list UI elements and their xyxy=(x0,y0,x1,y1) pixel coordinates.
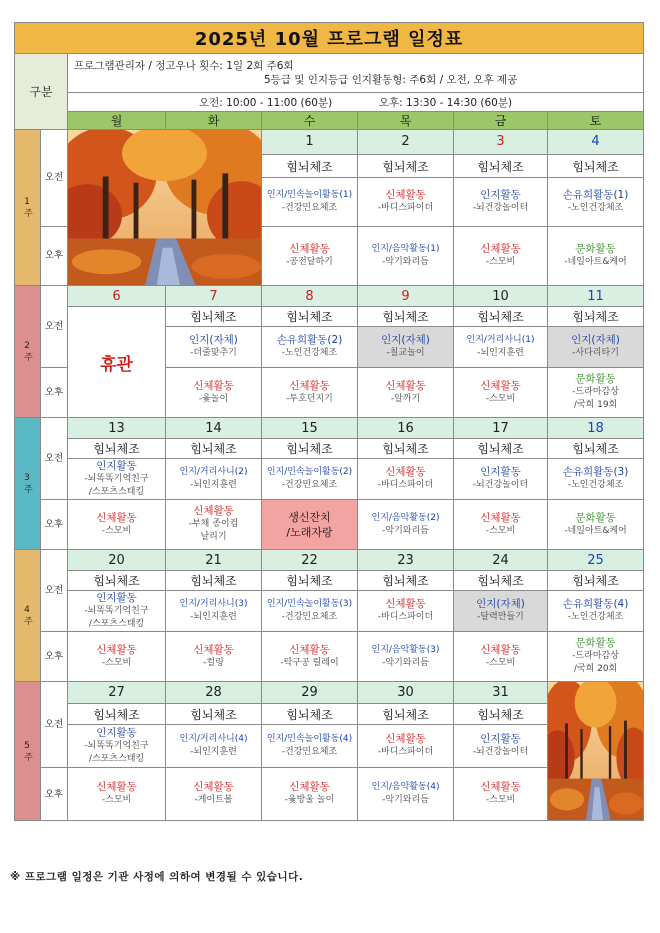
activity-name: 신체활동 xyxy=(480,643,521,656)
pm-activity xyxy=(262,768,358,821)
activity-detail: -악기와리듬 xyxy=(382,657,429,668)
activity-detail: -뇌건강놀이터 xyxy=(472,203,529,214)
activity-name: 문화활동 xyxy=(575,511,616,524)
activity-detail-2: /스포츠스태킹 xyxy=(88,486,145,497)
day-header-mon: 월 xyxy=(68,112,166,130)
activity-name: 인지/음악활동(3) xyxy=(371,644,440,655)
am-activity xyxy=(166,725,262,768)
activity-name: 문화활동 xyxy=(575,242,616,255)
activity-detail: -네일아트&케어 xyxy=(564,525,627,536)
pm-activity xyxy=(358,768,454,821)
activity-name: 인지/음악활동(2) xyxy=(371,512,440,523)
holiday-closed: 휴관 xyxy=(68,307,166,418)
activity-name: 인지활동 xyxy=(96,591,137,604)
am-label: 오전 xyxy=(41,418,68,500)
week-3-label: 3주 xyxy=(15,418,41,550)
am-activity xyxy=(166,459,262,500)
autumn-painting-image xyxy=(548,682,643,820)
activity-detail: -스모비 xyxy=(485,657,516,668)
am-label: 오전 xyxy=(41,130,68,227)
am-activity xyxy=(358,591,454,632)
special-line-2: /노래자랑 xyxy=(286,525,333,539)
am-activity xyxy=(68,459,166,500)
date-cell: 6 xyxy=(68,286,166,307)
activity-detail: -뇌인지훈련 xyxy=(190,612,237,622)
pm-label: 오후 xyxy=(41,632,68,682)
date-cell: 24 xyxy=(454,550,548,571)
drill-cell: 힘뇌체조 xyxy=(262,704,358,725)
week-5-label: 5주 xyxy=(15,682,41,821)
activity-detail: -바디스파이더 xyxy=(377,203,434,214)
activity-name: 인지활동 xyxy=(480,466,521,478)
date-cell: 27 xyxy=(68,682,166,704)
pm-activity xyxy=(262,226,358,285)
am-activity xyxy=(166,591,262,632)
drill-cell: 힘뇌체조 xyxy=(454,704,548,725)
schedule-table xyxy=(14,22,644,821)
am-activity xyxy=(262,178,358,226)
drill-cell: 힘뇌체조 xyxy=(454,307,548,327)
activity-name: 인지/거리사니(3) xyxy=(179,599,248,609)
date-cell: 17 xyxy=(454,418,548,439)
am-activity xyxy=(262,725,358,768)
activity-name: 신체활동 xyxy=(193,505,234,517)
pm-activity xyxy=(166,500,262,550)
drill-cell: 힘뇌체조 xyxy=(262,439,358,459)
info-line-2: 5등급 및 인지등급 인지활동형: 주6회 / 오전, 오후 제공 xyxy=(264,74,518,86)
activity-detail: -건강민요체조 xyxy=(281,747,338,758)
pm-activity xyxy=(358,500,454,550)
am-activity xyxy=(548,459,644,500)
info-line-1: 프로그램관리자 / 정고우나 횟수: 1일 2회 주6회 xyxy=(74,60,294,72)
drill-cell: 힘뇌체조 xyxy=(166,704,262,725)
activity-detail: -노인건강체조 xyxy=(567,612,624,622)
am-activity xyxy=(454,178,548,226)
activity-name: 신체활동 xyxy=(193,379,234,392)
session-times xyxy=(68,93,644,112)
drill-cell: 힘뇌체조 xyxy=(262,307,358,327)
pm-activity xyxy=(454,226,548,285)
pm-activity xyxy=(454,768,548,821)
drill-cell: 힘뇌체조 xyxy=(68,704,166,725)
am-label: 오전 xyxy=(41,550,68,632)
activity-detail: -뇌인지훈련 xyxy=(190,747,237,758)
activity-detail: -스모비 xyxy=(485,256,516,267)
activity-detail: -노인건강체조 xyxy=(567,203,624,214)
date-cell: 23 xyxy=(358,550,454,571)
drill-cell: 힘뇌체조 xyxy=(548,571,644,591)
pm-activity xyxy=(68,768,166,821)
activity-name: 신체활동 xyxy=(289,643,330,656)
activity-name: 인지/거리사니(2) xyxy=(179,467,248,477)
activity-name: 신체활동 xyxy=(96,781,137,794)
activity-detail: -부채 종이컵 xyxy=(188,519,239,529)
am-activity xyxy=(454,725,548,768)
date-cell: 25 xyxy=(548,550,644,571)
week-4-label: 4주 xyxy=(15,550,41,682)
day-header-thu: 목 xyxy=(358,112,454,130)
activity-detail: -악기와리듬 xyxy=(382,256,429,267)
drill-cell: 힘뇌체조 xyxy=(454,154,548,178)
activity-name: 인지(자체) xyxy=(381,334,430,346)
day-header-tue: 화 xyxy=(166,112,262,130)
activity-name: 인지/음악활동(1) xyxy=(371,243,440,254)
pm-label: 오후 xyxy=(41,500,68,550)
day-header-wed: 수 xyxy=(262,112,358,130)
week-1-label: 1주 xyxy=(15,130,41,286)
drill-cell: 힘뇌체조 xyxy=(548,439,644,459)
day-header-sat: 토 xyxy=(548,112,644,130)
activity-detail: -뇌똑똑기억친구 xyxy=(84,605,149,616)
activity-name: 손유희활동(4) xyxy=(562,598,629,610)
date-cell: 2 xyxy=(358,130,454,155)
activity-detail-2: /스포츠스태킹 xyxy=(88,753,145,764)
activity-detail: -바디스파이더 xyxy=(377,480,434,490)
page-title: 2025년 10월 프로그램 일정표 xyxy=(15,23,644,54)
pm-activity xyxy=(68,500,166,550)
date-cell: 16 xyxy=(358,418,454,439)
drill-cell: 힘뇌체조 xyxy=(358,154,454,178)
am-activity xyxy=(358,725,454,768)
week-2-label: 2주 xyxy=(15,286,41,418)
am-activity xyxy=(548,327,644,368)
activity-detail: -스모비 xyxy=(101,657,132,668)
pm-activity xyxy=(166,368,262,418)
pm-activity xyxy=(548,226,644,285)
activity-name: 손유희활동(2) xyxy=(276,334,343,346)
date-cell: 15 xyxy=(262,418,358,439)
activity-name: 신체활동 xyxy=(289,379,330,392)
activity-name: 인지/민속놀이활동(2) xyxy=(266,467,353,477)
pm-activity xyxy=(548,368,644,418)
activity-name: 인지/민속놀이활동(3) xyxy=(266,599,353,609)
special-line-1: 생신잔치 xyxy=(288,510,331,524)
am-activity xyxy=(68,725,166,768)
activity-detail: -달력만들기 xyxy=(477,612,524,622)
activity-detail: -스모비 xyxy=(101,795,132,806)
date-cell: 4 xyxy=(548,130,644,155)
am-activity xyxy=(454,327,548,368)
activity-detail: -윷방울 놀이 xyxy=(284,795,335,806)
activity-detail: -스모비 xyxy=(101,525,132,536)
activity-detail-2: /스포츠스태킹 xyxy=(88,618,145,629)
activity-detail-2: /국희 20회 xyxy=(573,664,618,674)
pm-label: 오후 xyxy=(41,768,68,821)
activity-detail: -스모비 xyxy=(485,525,516,536)
pm-activity xyxy=(454,632,548,682)
drill-cell: 힘뇌체조 xyxy=(454,571,548,591)
pm-activity xyxy=(262,632,358,682)
date-cell: 31 xyxy=(454,682,548,704)
activity-name: 인지/거리사니(1) xyxy=(466,335,535,345)
pm-activity xyxy=(68,632,166,682)
pm-label: 오후 xyxy=(41,368,68,418)
activity-name: 신체활동 xyxy=(193,643,234,656)
date-cell: 7 xyxy=(166,286,262,307)
activity-detail: -노인건강체조 xyxy=(281,348,338,358)
am-activity xyxy=(358,327,454,368)
pm-activity xyxy=(166,768,262,821)
drill-cell: 힘뇌체조 xyxy=(68,439,166,459)
autumn-painting-small xyxy=(548,682,644,821)
birthday-party xyxy=(262,500,358,550)
date-cell: 9 xyxy=(358,286,454,307)
pm-activity xyxy=(548,632,644,682)
activity-detail: -뇌똑똑기억친구 xyxy=(84,740,149,751)
am-activity xyxy=(548,591,644,632)
activity-name: 신체활동 xyxy=(480,511,521,524)
date-cell: 13 xyxy=(68,418,166,439)
activity-name: 신체활동 xyxy=(385,598,426,610)
activity-detail: -사다리타기 xyxy=(572,348,619,358)
pm-label: 오후 xyxy=(41,226,68,285)
activity-detail: -바디스파이더 xyxy=(377,747,434,758)
activity-name: 인지/음악활동(4) xyxy=(371,782,440,793)
activity-name: 신체활동 xyxy=(96,643,137,656)
date-cell: 18 xyxy=(548,418,644,439)
program-info xyxy=(68,54,644,93)
activity-name: 손유희활동(3) xyxy=(562,466,629,478)
activity-detail: -뇌건강놀이터 xyxy=(472,480,529,490)
am-activity xyxy=(358,178,454,226)
activity-detail: -뇌건강놀이터 xyxy=(472,747,529,758)
activity-name: 신체활동 xyxy=(385,733,426,746)
footnote: ※ 프로그램 일정은 기관 사정에 의하여 변경될 수 있습니다. xyxy=(10,871,304,883)
day-header-fri: 금 xyxy=(454,112,548,130)
activity-detail-2: 날리기 xyxy=(200,532,227,542)
drill-cell: 힘뇌체조 xyxy=(454,439,548,459)
pm-activity xyxy=(358,368,454,418)
activity-name: 인지(자체) xyxy=(476,598,525,610)
am-activity xyxy=(262,327,358,368)
drill-cell: 힘뇌체조 xyxy=(68,571,166,591)
activity-name: 신체활동 xyxy=(385,379,426,392)
am-activity xyxy=(358,459,454,500)
date-cell: 8 xyxy=(262,286,358,307)
pm-time: 오후: 13:30 - 14:30 (60분) xyxy=(378,96,513,109)
activity-name: 신체활동 xyxy=(385,189,426,202)
drill-cell: 힘뇌체조 xyxy=(166,307,262,327)
activity-detail: -공전달하기 xyxy=(286,256,333,267)
activity-detail: -뇌인지훈련 xyxy=(477,348,524,358)
am-activity xyxy=(68,591,166,632)
date-cell: 1 xyxy=(262,130,358,155)
date-cell: 20 xyxy=(68,550,166,571)
activity-name: 인지/거리사니(4) xyxy=(179,734,248,745)
activity-detail: -뇌인지훈련 xyxy=(190,480,237,490)
gubun-header: 구분 xyxy=(15,54,68,130)
am-activity xyxy=(262,591,358,632)
activity-detail: -악기와리듬 xyxy=(382,795,429,806)
activity-name: 신체활동 xyxy=(289,781,330,794)
drill-cell: 힘뇌체조 xyxy=(358,307,454,327)
pm-activity xyxy=(262,368,358,418)
am-label: 오전 xyxy=(41,286,68,368)
activity-detail: -드라마감상 xyxy=(572,651,619,661)
activity-detail: -바디스파이더 xyxy=(377,612,434,622)
activity-name: 신체활동 xyxy=(480,242,521,255)
pm-activity xyxy=(548,500,644,550)
date-cell: 29 xyxy=(262,682,358,704)
activity-detail: -건강민요체조 xyxy=(281,203,338,214)
activity-name: 신체활동 xyxy=(193,781,234,794)
am-label: 오전 xyxy=(41,682,68,768)
activity-name: 신체활동 xyxy=(480,379,521,392)
am-activity xyxy=(262,459,358,500)
activity-name: 신체활동 xyxy=(385,466,426,478)
drill-cell: 힘뇌체조 xyxy=(166,439,262,459)
activity-name: 인지(자체) xyxy=(571,334,620,346)
am-activity xyxy=(454,459,548,500)
activity-name: 신체활동 xyxy=(289,242,330,255)
activity-name: 문화활동 xyxy=(575,637,616,649)
date-cell: 10 xyxy=(454,286,548,307)
activity-detail: -투호던지기 xyxy=(286,393,333,404)
activity-detail: -칠교놀이 xyxy=(386,348,425,358)
pm-activity xyxy=(454,368,548,418)
drill-cell: 힘뇌체조 xyxy=(262,154,358,178)
activity-detail: -노인건강체조 xyxy=(567,480,624,490)
activity-name: 인지/민속놀이활동(4) xyxy=(266,734,353,745)
activity-detail: -드라마감상 xyxy=(572,387,619,397)
am-activity xyxy=(454,591,548,632)
activity-name: 인지/민속놀이활동(1) xyxy=(266,190,353,201)
activity-detail-2: /국희 19회 xyxy=(573,400,618,410)
activity-detail: -악기와리듬 xyxy=(382,525,429,536)
activity-detail: -뇌똑똑기억친구 xyxy=(84,473,149,484)
pm-activity xyxy=(358,226,454,285)
activity-detail: -더줄맞추기 xyxy=(190,348,237,358)
date-cell: 21 xyxy=(166,550,262,571)
pm-activity xyxy=(358,632,454,682)
am-time: 오전: 10:00 - 11:00 (60분) xyxy=(199,96,333,109)
drill-cell: 힘뇌체조 xyxy=(548,307,644,327)
am-activity xyxy=(548,178,644,226)
activity-name: 인지활동 xyxy=(96,726,137,739)
activity-detail: -컬링 xyxy=(203,657,224,668)
activity-detail: -스모비 xyxy=(485,795,516,806)
date-cell: 14 xyxy=(166,418,262,439)
activity-name: 신체활동 xyxy=(96,511,137,524)
activity-detail: -건강민요체조 xyxy=(281,480,338,490)
date-cell: 30 xyxy=(358,682,454,704)
activity-name: 문화활동 xyxy=(575,373,616,385)
drill-cell: 힘뇌체조 xyxy=(262,571,358,591)
autumn-painting xyxy=(68,130,262,286)
activity-name: 손유희활동(1) xyxy=(562,189,629,202)
activity-name: 인지활동 xyxy=(96,459,137,472)
activity-detail: -네일아트&케어 xyxy=(564,256,627,267)
activity-detail: -윷놀이 xyxy=(198,393,229,404)
date-cell: 3 xyxy=(454,130,548,155)
activity-detail: -스모비 xyxy=(485,393,516,404)
drill-cell: 힘뇌체조 xyxy=(358,704,454,725)
am-activity xyxy=(166,327,262,368)
activity-detail: -게이트볼 xyxy=(194,795,233,806)
activity-name: 인지(자체) xyxy=(189,334,238,346)
date-cell: 11 xyxy=(548,286,644,307)
date-cell: 22 xyxy=(262,550,358,571)
drill-cell: 힘뇌체조 xyxy=(548,154,644,178)
drill-cell: 힘뇌체조 xyxy=(166,571,262,591)
activity-name: 인지활동 xyxy=(480,189,521,202)
activity-detail: -건강민요체조 xyxy=(281,612,338,622)
activity-name: 인지활동 xyxy=(480,733,521,746)
date-cell: 28 xyxy=(166,682,262,704)
drill-cell: 힘뇌체조 xyxy=(358,571,454,591)
pm-activity xyxy=(454,500,548,550)
activity-name: 신체활동 xyxy=(480,781,521,794)
autumn-painting-image xyxy=(68,130,261,285)
activity-detail: -알까기 xyxy=(390,393,421,404)
activity-detail: -탁구공 릴레이 xyxy=(280,657,339,668)
pm-activity xyxy=(166,632,262,682)
drill-cell: 힘뇌체조 xyxy=(358,439,454,459)
